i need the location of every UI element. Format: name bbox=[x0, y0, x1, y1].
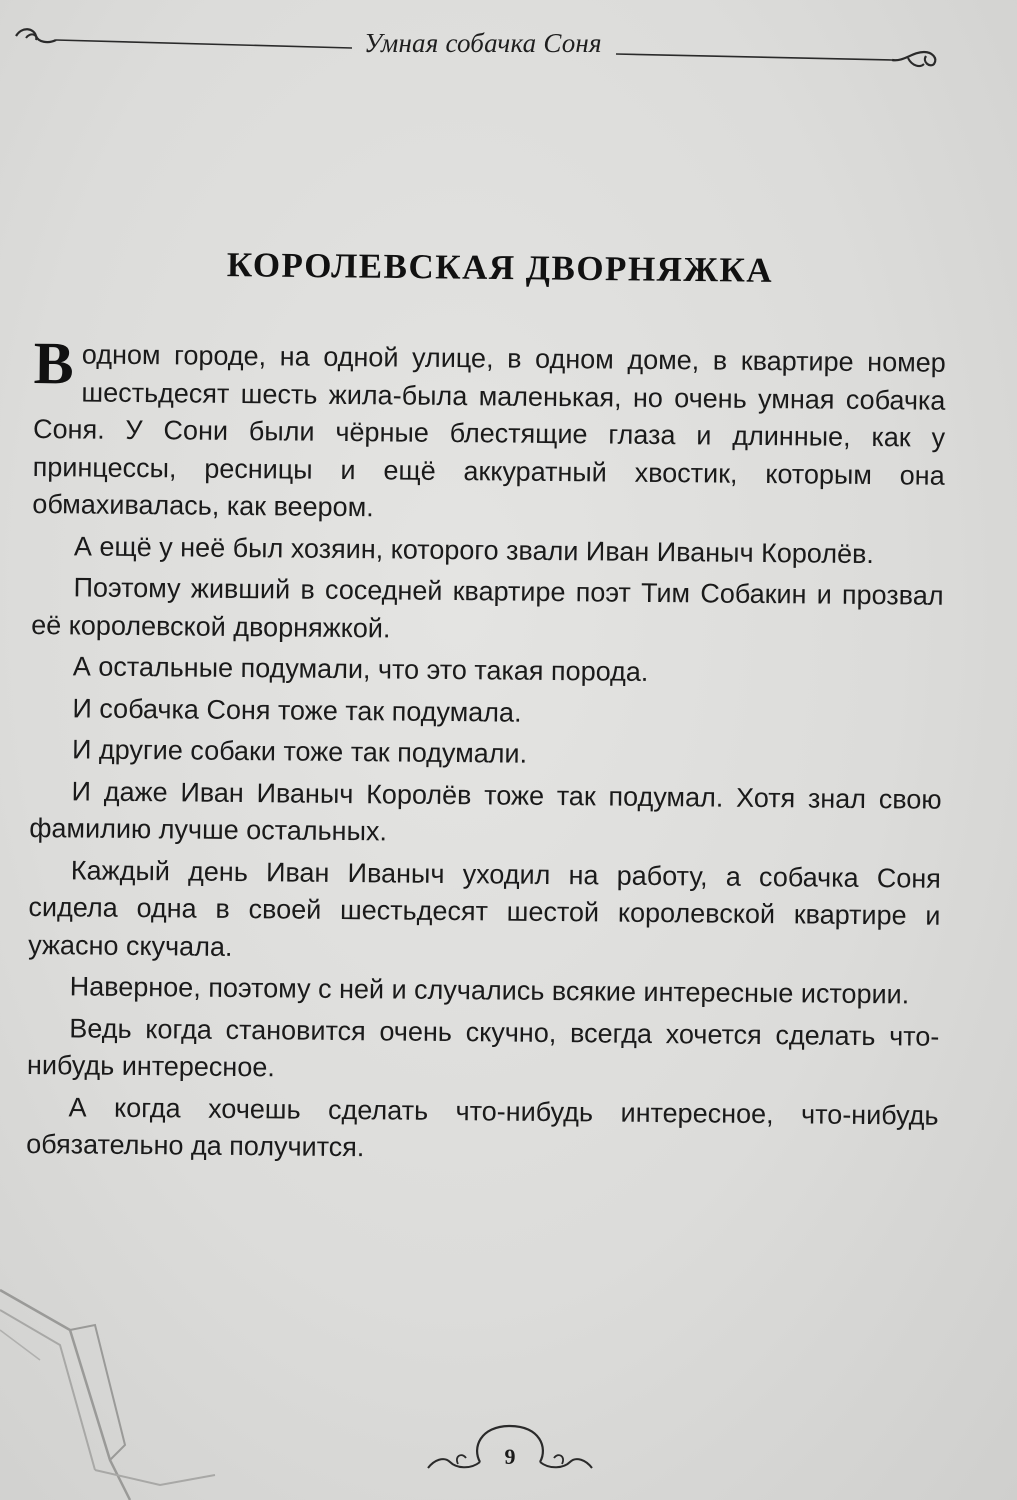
body-text bbox=[26, 330, 946, 1176]
paragraph-4: А остальные подумали, что это такая порода. bbox=[72, 651, 649, 687]
paragraph-9: Наверное, поэтому с ней и случались всякие интересные истории. bbox=[69, 971, 910, 1010]
paragraph-11: А когда хочешь сделать что-нибудь интересное, что-нибудь обязательно да получится. bbox=[26, 1091, 939, 1163]
paragraph-5: И собачка Соня тоже так подумала. bbox=[72, 692, 522, 728]
drop-cap: В bbox=[33, 330, 75, 397]
paragraph-10: Ведь когда становится очень скучно, всегда хочется сделать что-нибудь интересное. bbox=[26, 1012, 940, 1083]
paragraph-1-text: одном городе, на одной улице, в одном доме, в квартире номер шестьдесят шесть жила-была маленькая, но очень умная собачка Соня. У Сони были чёрные блестящие глаза и длинные, как у принцессы, ресницы и ещё аккуратный хвостик, которым она обмахивалась, как веером. bbox=[32, 339, 946, 523]
corner-illustration-icon bbox=[0, 1270, 220, 1500]
running-title: Умная собачка Соня bbox=[364, 28, 602, 58]
paragraph-6: И другие собаки тоже так подумали. bbox=[71, 734, 528, 769]
folio bbox=[420, 1418, 600, 1488]
paragraph-1 bbox=[32, 330, 946, 532]
paragraph-3: Поэтому живший в соседней квартире поэт Тим Собакин и прозвал её королевской дворняжкой. bbox=[31, 572, 944, 643]
chapter-title: КОРОЛЕВСКАЯ ДВОРНЯЖКА bbox=[226, 245, 774, 290]
paragraph-8: Каждый день Иван Иваныч уходил на работу, а собачка Соня сидела одна в своей шестьдесят шестой королевской квартире и ужасно скучала. bbox=[28, 854, 941, 962]
running-head bbox=[12, 22, 942, 72]
paragraph-7: И даже Иван Иваныч Королёв тоже так подумал. Хотя знал свою фамилию лучше остальных. bbox=[29, 775, 942, 847]
page-number: 9 bbox=[504, 1444, 516, 1469]
paragraph-2: А ещё у неё был хозяин, которого звали Иван Иваныч Королёв. bbox=[73, 530, 875, 569]
